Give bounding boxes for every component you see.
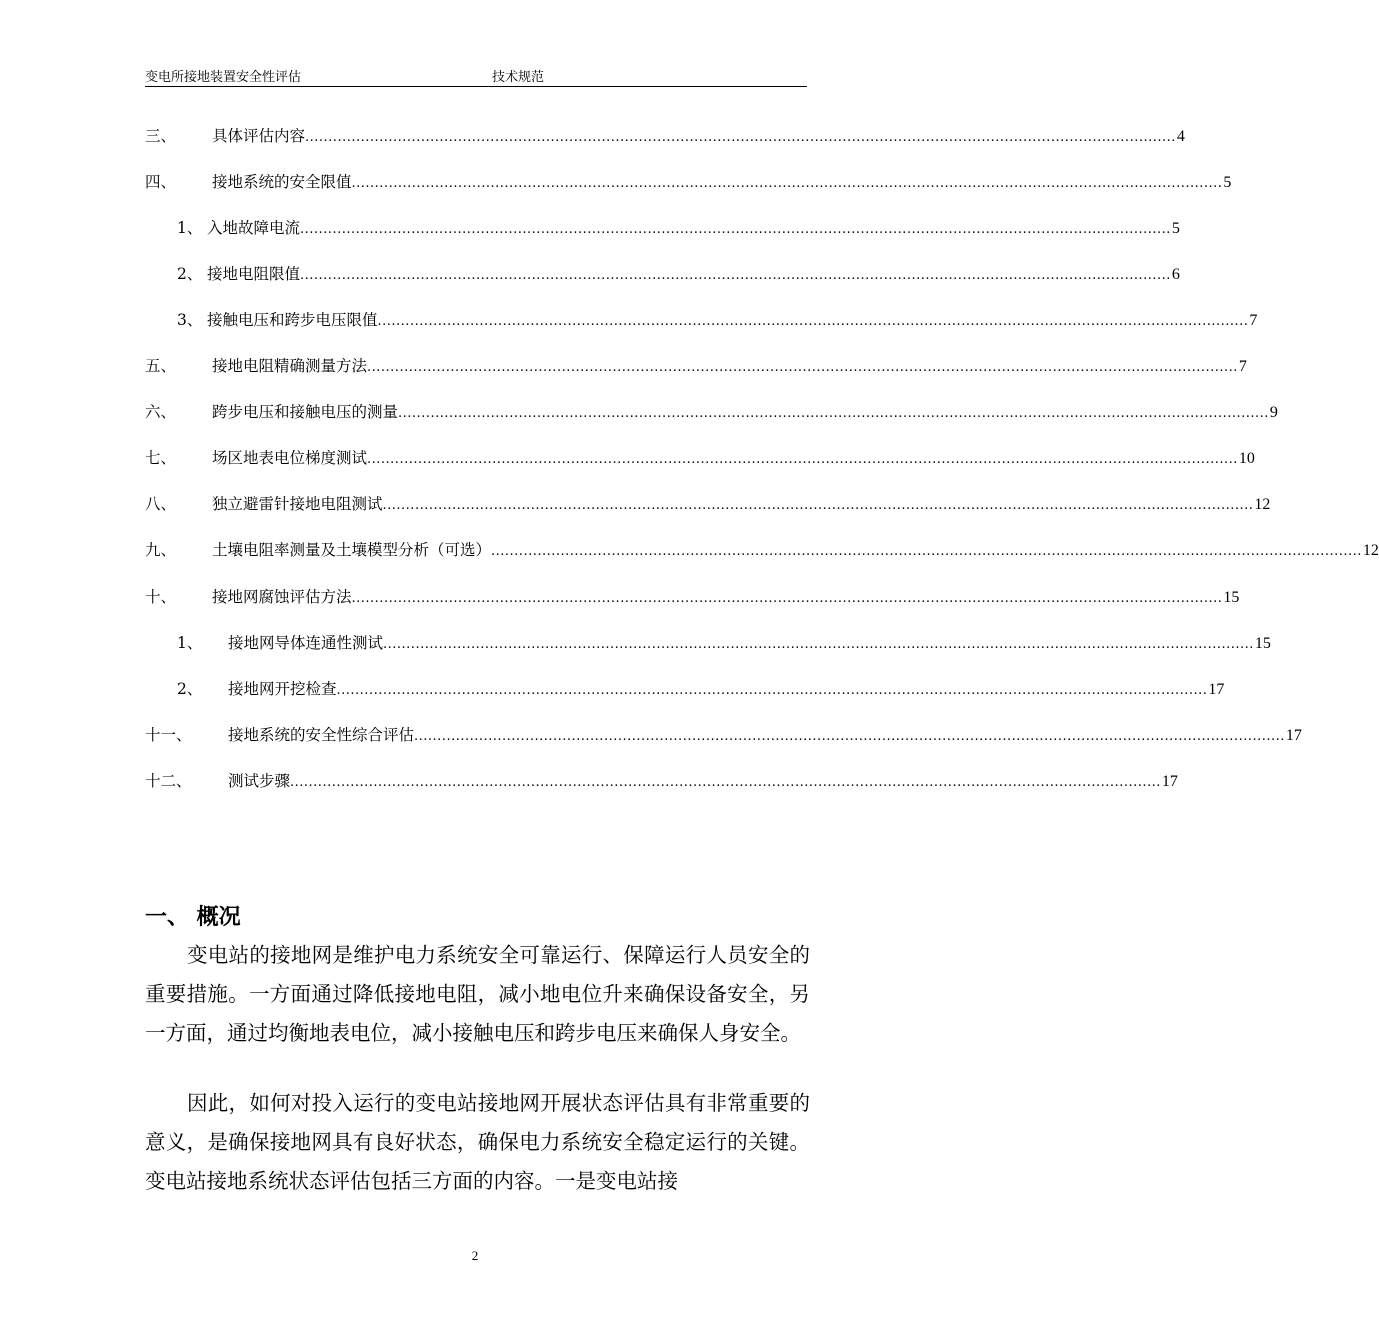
toc-leader-dots: ............................................................................................................................................................................................ bbox=[300, 268, 1171, 283]
section-heading: 一、 概况 bbox=[145, 905, 241, 930]
toc-entry-page: 10 bbox=[1238, 450, 1255, 467]
toc-entry[interactable] bbox=[145, 353, 1247, 379]
toc-entry-page: 7 bbox=[1238, 358, 1247, 375]
toc-entry-number: 七、 bbox=[145, 449, 177, 467]
toc-entry-page: 5 bbox=[1171, 220, 1180, 237]
toc-entry[interactable] bbox=[145, 537, 1379, 563]
toc-entry-title: 接地网开挖检查 bbox=[228, 680, 337, 698]
header-document-title: 变电所接地装置安全性评估 bbox=[145, 70, 302, 85]
toc-entry-page: 4 bbox=[1176, 128, 1185, 145]
body-paragraph: 因此，如何对投入运行的变电站接地网开展状态评估具有非常重要的意义，是确保接地网具有良好状态，确保电力系统安全稳定运行的关键。变电站接地系统状态评估包括三方面的内容。一是变电站接 bbox=[145, 1091, 810, 1193]
toc-leader-dots: ............................................................................................................................................................................................ bbox=[414, 729, 1285, 744]
toc-entry-title: 接地系统的安全性综合评估 bbox=[228, 726, 415, 744]
toc-leader-dots: ............................................................................................................................................................................................ bbox=[351, 176, 1223, 191]
toc-entry-title: 跨步电压和接触电压的测量 bbox=[212, 403, 399, 421]
toc-entry[interactable] bbox=[145, 584, 1240, 610]
toc-entry[interactable] bbox=[145, 445, 1255, 471]
toc-entry-title: 接地电阻限值 bbox=[207, 265, 301, 283]
toc-entry[interactable] bbox=[177, 676, 1225, 702]
toc-entry-page: 6 bbox=[1171, 266, 1180, 283]
toc-entry[interactable] bbox=[145, 169, 1232, 195]
toc-entry-number: 十二、 bbox=[145, 772, 192, 790]
toc-entry-number: 3、 bbox=[177, 311, 203, 329]
toc-leader-dots: ............................................................................................................................................................................................ bbox=[290, 775, 1161, 790]
toc-entry-title: 接地网腐蚀评估方法 bbox=[212, 588, 352, 606]
toc-entry-title: 土壤电阻率测量及土壤模型分析（可选） bbox=[212, 541, 492, 559]
toc-entry-title: 测试步骤 bbox=[228, 772, 291, 790]
toc-entry-title: 接地系统的安全限值 bbox=[212, 173, 352, 191]
toc-entry-title: 入地故障电流 bbox=[207, 219, 301, 237]
toc-entry-page: 9 bbox=[1269, 404, 1278, 421]
toc-entry-number: 三、 bbox=[145, 127, 177, 145]
toc-entry[interactable] bbox=[145, 768, 1178, 794]
toc-entry-title: 独立避雷针接地电阻测试 bbox=[212, 495, 383, 513]
toc-entry-title: 具体评估内容 bbox=[212, 127, 306, 145]
toc-entry[interactable] bbox=[177, 215, 1180, 241]
toc-entry[interactable] bbox=[145, 123, 1185, 149]
toc-entry-number: 十一、 bbox=[145, 726, 192, 744]
toc-leader-dots: ............................................................................................................................................................................................ bbox=[398, 406, 1269, 421]
toc-entry-number: 四、 bbox=[145, 173, 177, 191]
toc-entry-number: 2、 bbox=[177, 680, 203, 698]
toc-leader-dots: ............................................................................................................................................................................................ bbox=[351, 591, 1223, 606]
toc-entry-page: 17 bbox=[1208, 681, 1225, 698]
toc-entry[interactable] bbox=[177, 630, 1271, 656]
toc-entry-page: 17 bbox=[1285, 727, 1302, 744]
page-number: 2 bbox=[471, 1248, 479, 1263]
toc-leader-dots: ............................................................................................................................................................................................ bbox=[382, 498, 1254, 513]
toc-entry-title: 接触电压和跨步电压限值 bbox=[207, 311, 378, 329]
toc-entry-number: 2、 bbox=[177, 265, 203, 283]
toc-entry-number: 1、 bbox=[177, 634, 203, 652]
toc-leader-dots: ............................................................................................................................................................................................ bbox=[377, 314, 1249, 329]
toc-entry-page: 17 bbox=[1161, 773, 1178, 790]
toc-leader-dots: ............................................................................................................................................................................................ bbox=[367, 360, 1238, 375]
toc-leader-dots: ............................................................................................................................................................................................ bbox=[336, 683, 1208, 698]
toc-leader-dots: ............................................................................................................................................................................................ bbox=[305, 130, 1176, 145]
toc-leader-dots: ............................................................................................................................................................................................ bbox=[491, 544, 1362, 559]
toc-entry[interactable] bbox=[177, 307, 1258, 333]
toc-entry[interactable] bbox=[145, 399, 1278, 425]
toc-entry-number: 十、 bbox=[145, 588, 177, 606]
toc-entry-title: 场区地表电位梯度测试 bbox=[212, 449, 368, 467]
toc-entry-title: 接地网导体连通性测试 bbox=[228, 634, 384, 652]
toc-entry-page: 12 bbox=[1362, 542, 1379, 559]
toc-entry-page: 15 bbox=[1254, 635, 1271, 652]
page-header bbox=[145, 66, 807, 87]
toc-entry-number: 1、 bbox=[177, 219, 203, 237]
toc-entry-page: 12 bbox=[1254, 496, 1271, 513]
toc-entry[interactable] bbox=[145, 722, 1302, 748]
toc-leader-dots: ............................................................................................................................................................................................ bbox=[300, 222, 1171, 237]
toc-entry-number: 六、 bbox=[145, 403, 177, 421]
toc-entry-page: 15 bbox=[1223, 589, 1240, 606]
toc-entry-number: 五、 bbox=[145, 357, 177, 375]
toc-entry-title: 接地电阻精确测量方法 bbox=[212, 357, 368, 375]
toc-entry[interactable] bbox=[145, 491, 1271, 517]
toc-entry-page: 5 bbox=[1223, 174, 1232, 191]
toc-leader-dots: ............................................................................................................................................................................................ bbox=[383, 637, 1254, 652]
toc-entry-page: 7 bbox=[1249, 312, 1258, 329]
toc-entry-number: 八、 bbox=[145, 495, 177, 513]
toc-entry-number: 九、 bbox=[145, 541, 177, 559]
body-paragraph: 变电站的接地网是维护电力系统安全可靠运行、保障运行人员安全的重要措施。一方面通过降低接地电阻，减小地电位升来确保设备安全，另一方面，通过均衡地表电位，减小接触电压和跨步电压来确保人身安全。 bbox=[145, 943, 810, 1045]
toc-leader-dots: ............................................................................................................................................................................................ bbox=[367, 452, 1238, 467]
toc-entry[interactable] bbox=[177, 261, 1180, 287]
header-category: 技术规范 bbox=[492, 70, 545, 85]
